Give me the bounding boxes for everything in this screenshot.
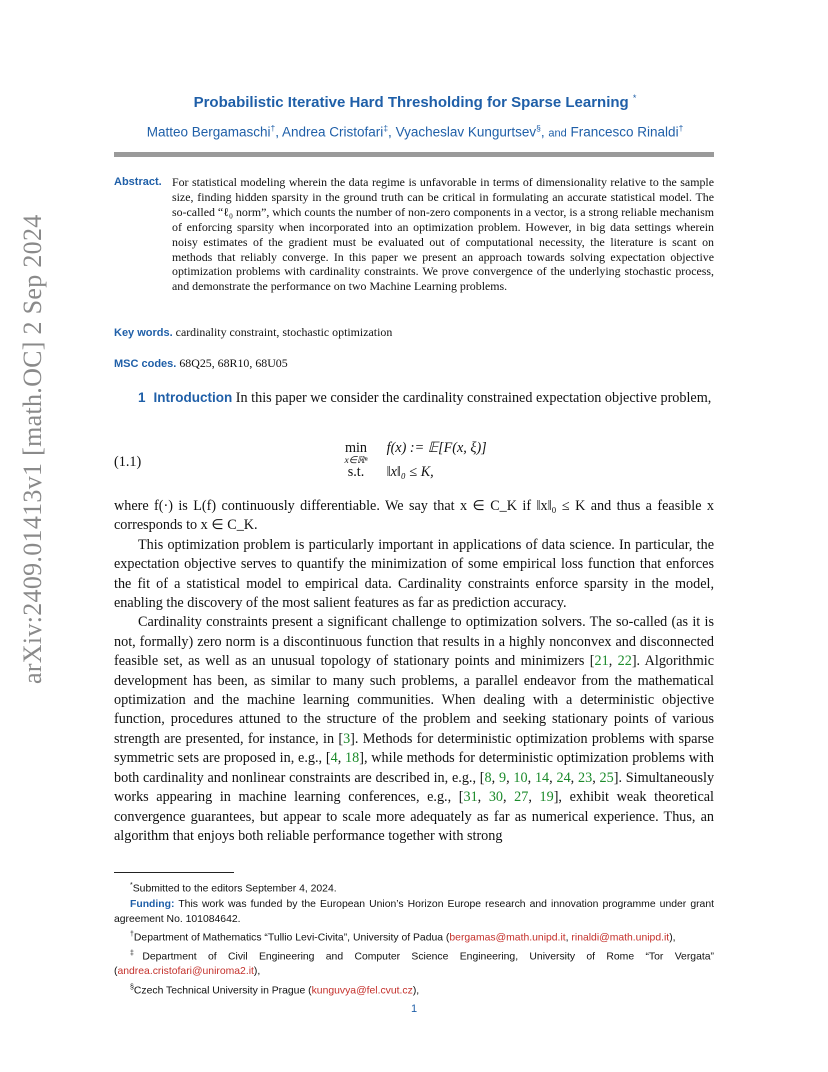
keywords: [114, 325, 714, 340]
keywords-label: Key words.: [114, 327, 173, 339]
footnote-affiliation: ‡Department of Civil Engineering and Computer Science Engineering, University of Rome “Tor Vergata” (andrea.cristofari@uniroma2.it),: [114, 949, 714, 978]
citation-link[interactable]: 19: [539, 789, 554, 806]
introduction-opening: 1 Introduction In this paper we consider the cardinality constrained expectation objective problem,: [138, 390, 712, 406]
citation-link[interactable]: 18: [345, 750, 360, 767]
abstract: [114, 175, 714, 294]
msc-codes: [114, 356, 714, 371]
author-name: Francesco Rinaldi: [570, 124, 679, 140]
citation-link[interactable]: 9: [498, 769, 507, 786]
citation-link[interactable]: 30: [488, 789, 504, 806]
abstract-text: For statistical modeling wherein the data regime is unfavorable in terms of dimensionality relative to the sample size, finding hidden sparsity in the ground truth can be critical in formulating an accurate statistical model. The so-called “ℓ₀ norm”, which counts the number of non-zero components in a vector, is a strong reliable mechanism of enforcing sparsity when incorporated into an optimization problem. However, in big data settings wherein noisy estimates of the gradient must be evaluated out of computational necessity, the literature is scant on methods that reliably converge. In this paper we present an approach towards solving expectation objective optimization problems with cardinality constraints. We prove convergence of the underlying stochastic process, and demonstrate the performance on two Machine Learning problems.: [172, 175, 714, 294]
introduction-body: [114, 497, 714, 846]
paper-title: Probabilistic Iterative Hard Thresholding for Sparse Learning *: [193, 93, 637, 111]
msc-label: MSC codes.: [114, 358, 177, 370]
objective: f(x) := 𝔼[F(x, ξ)]: [386, 440, 487, 456]
arxiv-identifier: arXiv:2409.01413v1 [math.OC] 2 Sep 2024: [18, 214, 47, 684]
keywords-text: cardinality constraint, stochastic optimization: [175, 325, 393, 339]
citation-link[interactable]: 25: [599, 769, 614, 786]
footnote-affiliation: †Department of Mathematics “Tullio Levi-Civita”, University of Padua (bergamas@math.unipd.it, rinaldi@math.unipd.it),: [130, 931, 676, 944]
email-link[interactable]: andrea.cristofari@uniroma2.it: [117, 966, 254, 978]
citation-link[interactable]: 31: [463, 789, 478, 806]
email-link[interactable]: rinaldi@math.unipd.it: [571, 932, 670, 944]
citation-link[interactable]: 23: [578, 769, 593, 786]
paragraph: Cardinality constraints present a significant challenge to optimization solvers. The so-called (as it is not, formally) zero norm is a discontinuous function that results in a highly nonconvex and disconnected feasible set, as well as an unusual topology of stationary points and minimizers [21, 22]. Algorithmic development has been, as similar to many such problems, a parallel endeavor from the mathematical optimization and the machine learning communities. When dealing with a deterministic objective function, procedures attuned to the structure of the problem and seeking stationary points of various strength are presented, for instance, in [3]. Methods for deterministic optimization problems with sparse symmetric sets are proposed in, e.g., [4, 18], while methods for deterministic optimization problems with both cardinality and nonlinear constraints are described in, e.g., [8, 9, 10, 14, 24, 23, 25]. Simultaneously works appearing in machine learning conferences, e.g., [31, 30, 27, 19], exhibit weak theoretical convergence guarantees, but appear to scale more adequately as far as numerical experience. Thus, an algorithm that enjoys both reliable performance together with strong: [114, 614, 715, 844]
citation-link[interactable]: 4: [330, 750, 338, 767]
footnote-funding: Funding: This work was funded by the European Union’s Horizon Europe research and innovation programme under grant agreement No. 101084642.: [114, 898, 714, 925]
abstract-label: Abstract.: [114, 176, 162, 188]
footnotes: [114, 878, 714, 998]
msc-text: 68Q25, 68R10, 68U05: [179, 356, 288, 370]
after-equation-text: where f(·) is L(f) continuously differentiable. We say that x ∈ C_K if ‖x‖₀ ≤ K and thus a feasible x corresponds to x ∈ C_K.: [114, 498, 714, 534]
paragraph: This optimization problem is particularly important in applications of data science. In particular, the expectation objective serves to quantify the minimization of some empirical loss function that enforces the fit of a statistical model to empirical data. Cardinality constraints enforce sparsity in the model, enabling the discovery of the most salient features as far as prediction accuracy.: [114, 536, 714, 612]
footnote-rule: [114, 872, 234, 873]
citation-link[interactable]: 24: [556, 769, 571, 786]
title-footnote-mark: *: [632, 93, 637, 103]
citation-link[interactable]: 14: [534, 769, 550, 786]
author-name: Andrea Cristofari: [282, 124, 384, 140]
email-link[interactable]: kunguvya@fel.cvut.cz: [311, 985, 413, 997]
citation-link[interactable]: 3: [343, 730, 351, 747]
section-title: Introduction: [153, 390, 233, 405]
author-list: Matteo Bergamaschi†, Andrea Cristofari‡, Vyacheslav Kungurtsev§, and Francesco Rinaldi†: [146, 123, 684, 140]
footnote-submitted: *Submitted to the editors September 4, 2024.: [130, 882, 337, 895]
citation-link[interactable]: 27: [514, 789, 529, 806]
title-rule: [114, 152, 714, 157]
page-number: 1: [410, 1003, 418, 1015]
citation-link[interactable]: 21: [594, 653, 609, 670]
footnote-affiliation: §Czech Technical University in Prague (kunguvya@fel.cvut.cz),: [130, 983, 420, 997]
citation-link[interactable]: 22: [617, 653, 632, 670]
email-link[interactable]: bergamas@math.unipd.it: [449, 932, 566, 944]
section-number: 1: [138, 390, 146, 405]
citation-link[interactable]: 8: [484, 769, 492, 786]
equation-1-1: (1.1) min x∈ℝⁿ f(x) := 𝔼[F(x, ξ)] s.t. ‖x‖₀ ≤ K,: [114, 440, 487, 480]
constraint: ‖x‖₀ ≤ K,: [386, 464, 434, 480]
citation-link[interactable]: 10: [513, 769, 528, 786]
author-name: Vyacheslav Kungurtsev: [395, 124, 537, 140]
author-name: Matteo Bergamaschi: [146, 124, 271, 140]
equation-number: (1.1): [114, 454, 142, 470]
